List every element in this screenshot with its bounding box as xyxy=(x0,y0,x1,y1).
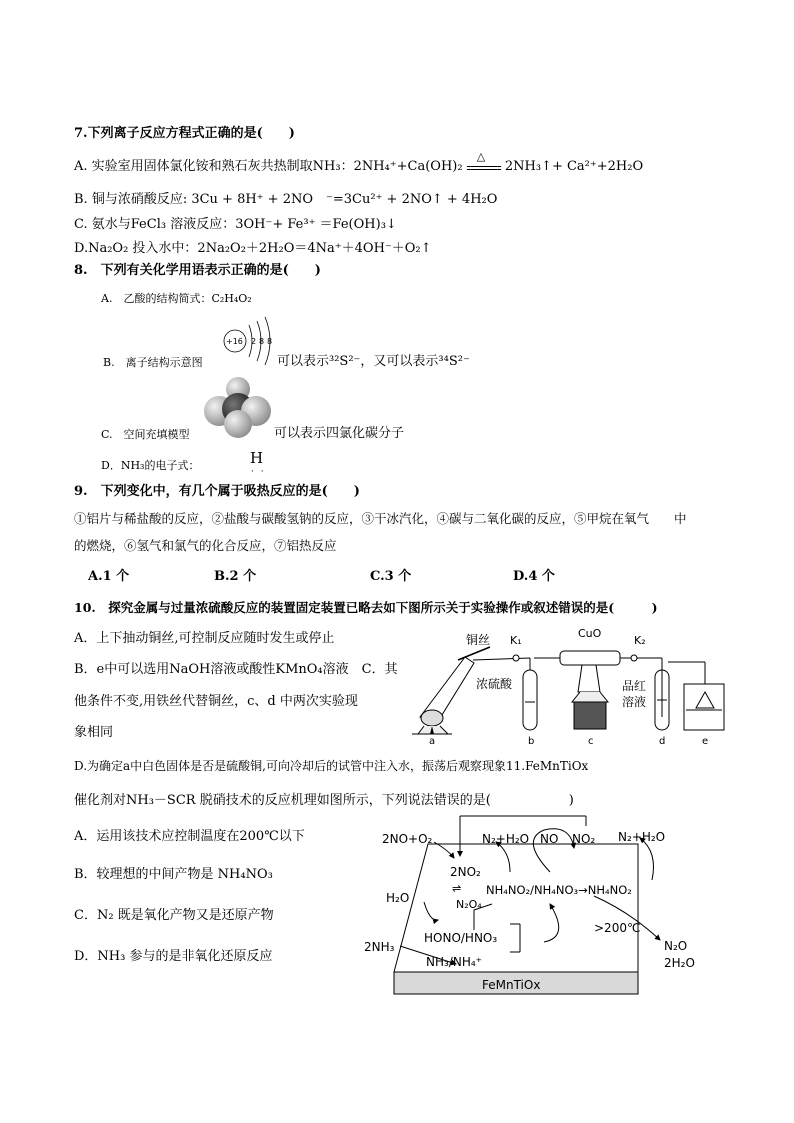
two-nh3-label: 2NH₃ xyxy=(364,940,395,954)
nh3-electron-h: H xyxy=(250,449,264,467)
shell-2: 8 xyxy=(259,337,265,346)
q9-option-b: B.2 个 xyxy=(214,569,257,584)
q11-option-a: A．运用该技术应控制温度在200℃以下 xyxy=(74,829,305,844)
pinhong-label-1: 品红 xyxy=(622,679,647,693)
k2-label: K₂ xyxy=(634,634,646,647)
no-label: NO xyxy=(540,832,559,846)
pinhong-label-2: 溶液 xyxy=(622,695,647,709)
apparatus-diagram xyxy=(410,622,728,747)
nh4no2-chain-label: NH₄NO₂/NH₄NO₃→NH₄NO₂ xyxy=(486,883,632,897)
q11-stem: 催化剂对NH₃－SCR 脱硝技术的反应机理如图所示，下列说法错误的是( ) xyxy=(74,793,574,808)
q9-option-d: D.4 个 xyxy=(513,569,555,584)
q10-option-d: D.为确定a中白色固体是否是硫酸铜,可向冷却后的试管中注入水，振荡后观察现象11.FeMnTiOx xyxy=(74,759,589,773)
nh3-nh4-label: NH₃/NH₄⁺ xyxy=(426,955,482,969)
q8-option-c-label: C. 空间充填模型 xyxy=(101,428,190,441)
q9-line-2: 的燃烧，⑥氢气和氯气的化合反应，⑦铝热反应 xyxy=(74,538,337,553)
no2-label: NO₂ xyxy=(572,832,596,846)
q10-option-b-line-3: 象相同 xyxy=(74,725,114,740)
temp-label: >200℃ xyxy=(594,921,641,935)
q7-stem: 7.下列离子反应方程式正确的是( ) xyxy=(74,126,295,141)
q10-option-b-line-1: B．e中可以选用NaOH溶液或酸性KMnO₄溶液 C．其 xyxy=(74,662,398,677)
q9-stem: 9. 下列变化中，有几个属于吸热反应的是( ) xyxy=(74,484,360,499)
k1-label: K₁ xyxy=(510,634,522,647)
q9-line-1: ①铝片与稀盐酸的反应，②盐酸与碳酸氢钠的反应，③干冰汽化，④碳与二氧化碳的反应，⑤甲烷在氧气 中 xyxy=(74,511,687,526)
q10-option-a: A．上下抽动铜丝,可控制反应随时发生或停止 xyxy=(74,631,335,646)
space-filling-model xyxy=(203,377,273,439)
q8-stem: 8. 下列有关化学用语表示正确的是( ) xyxy=(74,263,321,278)
two-no2-label: 2NO₂ xyxy=(450,865,481,879)
q11-option-c: C．N₂ 既是氧化产物又是还原产物 xyxy=(74,908,274,923)
equilibrium-sign: ⇌ xyxy=(452,882,462,895)
q8-option-b-label: B. 离子结构示意图 xyxy=(103,356,203,369)
n2-h2o-label-2: N₂+H₂O xyxy=(618,830,666,844)
q8-option-c-text: 可以表示四氯化碳分子 xyxy=(274,426,405,441)
q8-option-d: D．NH₃的电子式： xyxy=(101,459,200,472)
q10-option-b-line-2: 他条件不变,用铁丝代替铜丝，c、d 中两次实验现 xyxy=(74,694,358,709)
label-d: d xyxy=(659,736,666,747)
catalyst-label: FeMnTiOx xyxy=(482,978,541,992)
q10-stem: 10. 探究金属与过量浓硫酸反应的装置固定装置已略去如下图所示关于实验操作或叙述错误的是( ) xyxy=(74,600,658,615)
q7-a-condition: △ xyxy=(467,158,501,170)
honno-label: HONO/HNO₃ xyxy=(424,931,498,945)
conc-acid-label: 浓硫酸 xyxy=(476,677,513,691)
label-c: c xyxy=(588,736,594,747)
copper-wire-label: 铜丝 xyxy=(466,633,491,647)
cuo-label: CuO xyxy=(578,627,602,640)
n2-h2o-label-1: N₂+H₂O xyxy=(482,832,530,846)
n2o-label: N₂O xyxy=(664,939,688,953)
q8-option-a: A. 乙酸的结构简式：C₂H₄O₂ xyxy=(101,292,252,305)
n2o4-label: N₂O₄ xyxy=(456,898,482,911)
q11-option-b: B．较理想的中间产物是 NH₄NO₃ xyxy=(74,867,273,882)
q7-a-left: A. 实验室用固体氯化铵和熟石灰共热制取NH₃：2NH₄⁺+Ca(OH)₂ xyxy=(74,159,463,174)
no-o2-label: 2NO+O₂ xyxy=(382,832,433,846)
label-a: a xyxy=(429,736,436,747)
q7-option-d: D.Na₂O₂ 投入水中：2Na₂O₂＋2H₂O＝4Na⁺＋4OH⁻＋O₂↑ xyxy=(74,241,432,256)
q8-option-b-text: 可以表示³²S²⁻，又可以表示³⁴S²⁻ xyxy=(277,354,470,369)
q7-a-right: 2NH₃↑+ Ca²⁺+2H₂O xyxy=(504,159,644,174)
q7-option-b: B. 铜与浓硝酸反应: 3Cu + 8H⁺ + 2NO ⁻=3Cu²⁺ + 2NO↑ + 4H₂O xyxy=(74,192,498,207)
shell-3: 8 xyxy=(267,337,273,346)
h2o-label: H₂O xyxy=(386,891,410,905)
q9-option-c: C.3 个 xyxy=(370,569,412,584)
ion-structure-diagram xyxy=(222,316,280,372)
electron-pair-dots: · · xyxy=(251,467,266,477)
nucleus-charge: +16 xyxy=(226,337,243,346)
q7-option-a xyxy=(74,150,644,175)
q11-option-d: D．NH₃ 参与的是非氧化还原反应 xyxy=(74,949,273,964)
shell-1: 2 xyxy=(251,337,257,346)
label-e: e xyxy=(702,736,709,747)
q7-option-c: C. 氨水与FeCl₃ 溶液反应：3OH⁻+ Fe³⁺ ＝Fe(OH)₃↓ xyxy=(74,217,397,232)
two-h2o-label: 2H₂O xyxy=(664,956,695,970)
q9-option-a: A.1 个 xyxy=(88,569,130,584)
label-b: b xyxy=(528,736,535,747)
mechanism-diagram xyxy=(360,812,700,1002)
